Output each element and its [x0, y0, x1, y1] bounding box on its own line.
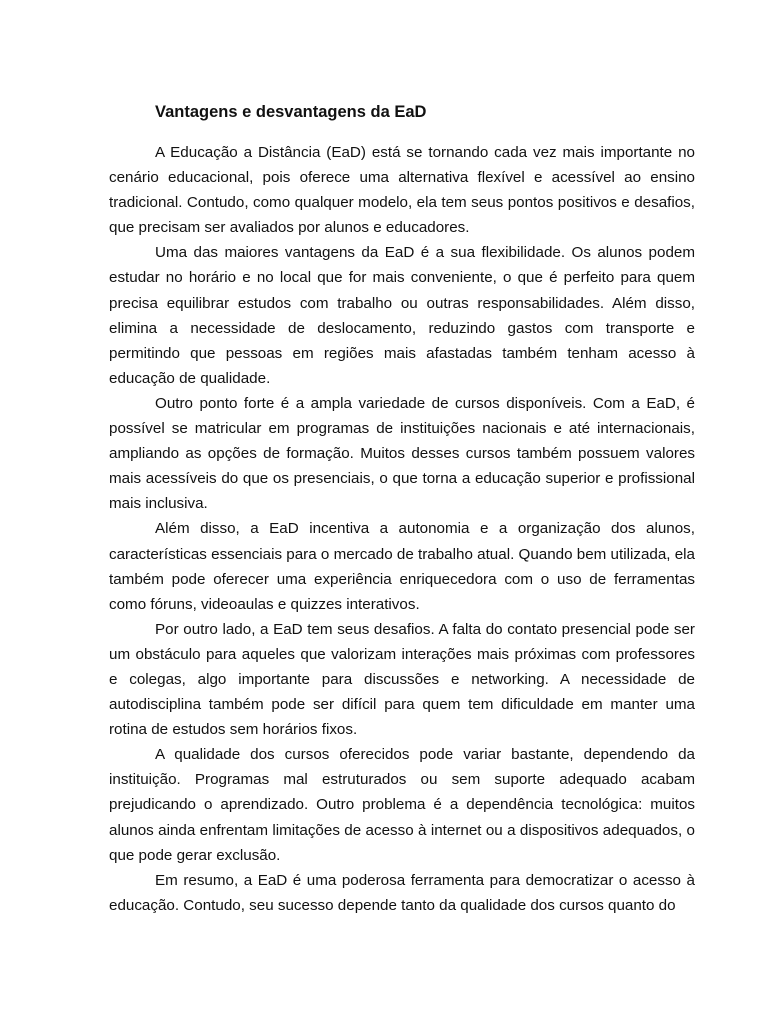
- document-title: Vantagens e desvantagens da EaD: [155, 103, 427, 121]
- paragraph-autonomy: Além disso, a EaD incentiva a autonomia e a organização dos alunos, características essenciais para o mercado de trabalho atual. Quando bem utilizada, ela também pode oferecer uma experiência enriquecedora com o uso de ferramentas como fóruns, videoaulas e quizzes interativos.: [109, 520, 695, 613]
- paragraph-intro: A Educação a Distância (EaD) está se tornando cada vez mais importante no cenário educacional, pois oferece uma alternativa flexível e acessível ao ensino tradicional. Contudo, como qualquer modelo, ela tem seus pontos positivos e desafios, que precisam ser avaliados por alunos e educadores.: [109, 144, 695, 237]
- paragraph-summary: Em resumo, a EaD é uma poderosa ferramenta para democratizar o acesso à educação. Contudo, seu sucesso depende tanto da qualidade dos cursos quanto do: [109, 871, 695, 914]
- paragraph-challenges: Por outro lado, a EaD tem seus desafios. A falta do contato presencial pode ser um obstáculo para aqueles que valorizam interações mais próximas com professores e colegas, algo importante para discussões e networking. A necessidade de autodisciplina também pode ser difícil para quem tem dificuldade em manter uma rotina de estudos sem horários fixos.: [109, 620, 695, 739]
- paragraph-flexibility: Uma das maiores vantagens da EaD é a sua flexibilidade. Os alunos podem estudar no horário e no local que for mais conveniente, o que é perfeito para quem precisa equilibrar estudos com trabalho ou outras responsabilidades. Além disso, elimina a necessidade de deslocamento, reduzindo gastos com transporte e permitindo que pessoas em regiões mais afastadas também tenham acesso à educação de qualidade.: [109, 244, 695, 387]
- paragraph-course-variety: Outro ponto forte é a ampla variedade de cursos disponíveis. Com a EaD, é possível se matricular em programas de instituições nacionais e até internacionais, ampliando as opções de formação. Muitos desses cursos também possuem valores mais acessíveis do que os presenciais, o que torna a educação superior e profissional mais inclusiva.: [109, 394, 695, 513]
- document-body: [109, 140, 695, 918]
- paragraph-quality: A qualidade dos cursos oferecidos pode variar bastante, dependendo da instituição. Programas mal estruturados ou sem suporte adequado acabam prejudicando o aprendizado. Outro problema é a dependência tecnológica: muitos alunos ainda enfrentam limitações de acesso à internet ou a dispositivos adequados, o que pode gerar exclusão.: [109, 746, 695, 864]
